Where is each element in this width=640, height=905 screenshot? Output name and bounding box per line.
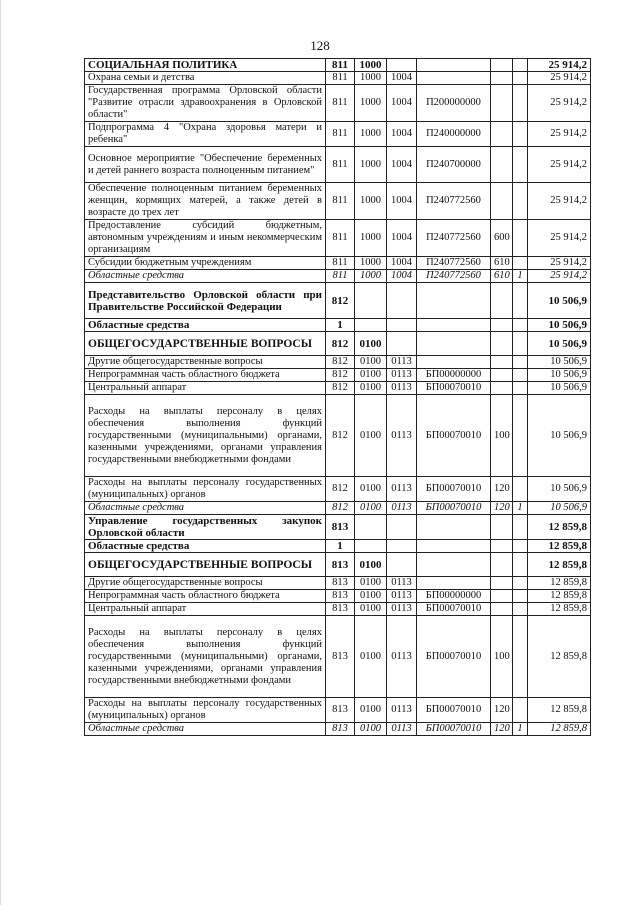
row-target-article-cell [417,356,491,369]
row-sum-cell: 25 914,2 [528,147,591,183]
row-subsection-cell [387,332,417,356]
row-ved-cell: 811 [326,257,355,270]
row-source-cell [513,183,528,220]
row-ved-cell: 812 [326,283,355,319]
row-section-cell: 1000 [355,183,387,220]
row-source-cell [513,395,528,477]
row-ved-cell: 812 [326,356,355,369]
page-margin-line [0,0,1,905]
row-sum-cell: 25 914,2 [528,59,591,72]
row-source-cell [513,283,528,319]
row-source-cell [513,603,528,616]
row-subsection-cell [387,540,417,553]
table-row [85,502,591,515]
row-target-article-cell: БП00000000 [417,369,491,382]
row-source-cell [513,515,528,540]
row-name-cell: Государственная программа Орловской области "Развитие отрасли здравоохранения в Орловской области" [85,85,326,122]
row-subsection-cell: 1004 [387,270,417,283]
row-expense-type-cell [491,183,513,220]
table-row [85,515,591,540]
row-section-cell: 0100 [355,577,387,590]
table-row [85,332,591,356]
row-sum-cell: 10 506,9 [528,502,591,515]
row-source-cell: 1 [513,270,528,283]
row-ved-cell: 813 [326,723,355,736]
row-subsection-cell [387,553,417,577]
row-ved-cell: 811 [326,183,355,220]
row-target-article-cell: БП00070010 [417,382,491,395]
row-source-cell [513,257,528,270]
row-expense-type-cell [491,59,513,72]
row-subsection-cell: 1004 [387,72,417,85]
row-sum-cell: 12 859,8 [528,553,591,577]
row-section-cell [355,515,387,540]
table-row [85,477,591,502]
row-section-cell: 0100 [355,603,387,616]
row-sum-cell: 12 859,8 [528,577,591,590]
row-ved-cell: 811 [326,122,355,147]
row-source-cell [513,382,528,395]
row-subsection-cell: 0113 [387,698,417,723]
row-subsection-cell: 1004 [387,183,417,220]
row-section-cell: 0100 [355,698,387,723]
row-sum-cell: 12 859,8 [528,540,591,553]
row-name-cell: Расходы на выплаты персоналу государственных (муниципальных) органов [85,698,326,723]
row-section-cell [355,540,387,553]
row-expense-type-cell: 100 [491,395,513,477]
row-section-cell: 0100 [355,723,387,736]
row-source-cell [513,698,528,723]
table-row [85,395,591,477]
row-target-article-cell [417,515,491,540]
table-row [85,382,591,395]
row-section-cell: 1000 [355,257,387,270]
row-subsection-cell: 1004 [387,122,417,147]
row-source-cell [513,369,528,382]
row-subsection-cell: 1004 [387,257,417,270]
row-expense-type-cell: 100 [491,616,513,698]
row-target-article-cell [417,332,491,356]
row-subsection-cell: 0113 [387,477,417,502]
row-expense-type-cell: 120 [491,502,513,515]
row-name-cell: Представительство Орловской области при Правительстве Российской Федерации [85,283,326,319]
row-section-cell: 0100 [355,332,387,356]
row-subsection-cell: 1004 [387,220,417,257]
row-source-cell: 1 [513,723,528,736]
row-name-cell: Обеспечение полноценным питанием беременных женщин, кормящих матерей, а также детей в возрасте до трех лет [85,183,326,220]
row-expense-type-cell [491,540,513,553]
row-expense-type-cell [491,283,513,319]
row-expense-type-cell [491,577,513,590]
row-target-article-cell: П240772560 [417,220,491,257]
row-source-cell [513,590,528,603]
row-source-cell [513,477,528,502]
row-sum-cell: 10 506,9 [528,319,591,332]
row-section-cell: 0100 [355,356,387,369]
row-name-cell: Расходы на выплаты персоналу государственных (муниципальных) органов [85,477,326,502]
row-section-cell: 0100 [355,395,387,477]
row-source-cell [513,85,528,122]
row-name-cell: Непрограммная часть областного бюджета [85,590,326,603]
row-ved-cell: 812 [326,369,355,382]
row-target-article-cell: БП00000000 [417,590,491,603]
row-expense-type-cell: 120 [491,477,513,502]
row-target-article-cell: БП00070010 [417,395,491,477]
table-row [85,698,591,723]
table-row [85,616,591,698]
row-ved-cell: 1 [326,540,355,553]
row-target-article-cell: П240772560 [417,270,491,283]
row-subsection-cell: 0113 [387,603,417,616]
row-target-article-cell: БП00070010 [417,723,491,736]
row-expense-type-cell [491,553,513,577]
row-name-cell: ОБЩЕГОСУДАРСТВЕННЫЕ ВОПРОСЫ [85,332,326,356]
row-ved-cell: 813 [326,515,355,540]
row-ved-cell: 811 [326,85,355,122]
row-expense-type-cell [491,590,513,603]
row-section-cell: 1000 [355,72,387,85]
row-sum-cell: 25 914,2 [528,270,591,283]
row-target-article-cell [417,283,491,319]
row-target-article-cell: БП00070010 [417,603,491,616]
row-section-cell: 0100 [355,553,387,577]
row-name-cell: Другие общегосударственные вопросы [85,356,326,369]
row-ved-cell: 811 [326,220,355,257]
row-ved-cell: 813 [326,698,355,723]
table-row [85,220,591,257]
row-expense-type-cell [491,515,513,540]
row-target-article-cell [417,319,491,332]
row-name-cell: Охрана семьи и детства [85,72,326,85]
row-target-article-cell [417,577,491,590]
row-section-cell: 1000 [355,85,387,122]
row-source-cell [513,72,528,85]
row-section-cell: 1000 [355,122,387,147]
row-section-cell [355,319,387,332]
row-ved-cell: 811 [326,147,355,183]
table-row [85,369,591,382]
row-name-cell: Основное мероприятие "Обеспечение беременных и детей раннего возраста полноценным питанием" [85,147,326,183]
row-expense-type-cell: 120 [491,723,513,736]
table-row [85,122,591,147]
row-source-cell [513,616,528,698]
row-expense-type-cell [491,356,513,369]
row-name-cell: Управление государственных закупок Орловской области [85,515,326,540]
row-name-cell: Центральный аппарат [85,603,326,616]
row-subsection-cell: 0113 [387,502,417,515]
table-row [85,577,591,590]
row-name-cell: Предоставление субсидий бюджетным, автономным учреждениям и иным некоммерческим организациям [85,220,326,257]
row-subsection-cell: 1004 [387,85,417,122]
table-row [85,72,591,85]
budget-table [84,58,591,736]
row-sum-cell: 25 914,2 [528,183,591,220]
table-row [85,590,591,603]
row-subsection-cell: 0113 [387,356,417,369]
row-ved-cell: 813 [326,603,355,616]
row-sum-cell: 25 914,2 [528,220,591,257]
row-source-cell [513,332,528,356]
row-subsection-cell: 1004 [387,147,417,183]
row-source-cell [513,319,528,332]
row-section-cell: 0100 [355,477,387,502]
row-section-cell [355,283,387,319]
row-expense-type-cell: 120 [491,698,513,723]
row-ved-cell: 812 [326,502,355,515]
row-sum-cell: 10 506,9 [528,332,591,356]
row-target-article-cell: БП00070010 [417,698,491,723]
row-expense-type-cell [491,382,513,395]
row-section-cell: 1000 [355,59,387,72]
table-row [85,553,591,577]
row-sum-cell: 25 914,2 [528,122,591,147]
row-section-cell: 1000 [355,220,387,257]
table-row [85,319,591,332]
row-section-cell: 0100 [355,502,387,515]
row-target-article-cell: П200000000 [417,85,491,122]
row-name-cell: ОБЩЕГОСУДАРСТВЕННЫЕ ВОПРОСЫ [85,553,326,577]
row-section-cell: 0100 [355,590,387,603]
row-expense-type-cell [491,369,513,382]
row-ved-cell: 813 [326,590,355,603]
row-section-cell: 1000 [355,270,387,283]
row-target-article-cell: П240772560 [417,183,491,220]
row-target-article-cell [417,553,491,577]
row-source-cell [513,356,528,369]
row-sum-cell: 10 506,9 [528,369,591,382]
row-name-cell: Субсидии бюджетным учреждениям [85,257,326,270]
table-row [85,283,591,319]
row-section-cell: 0100 [355,382,387,395]
row-sum-cell: 12 859,8 [528,603,591,616]
row-target-article-cell [417,72,491,85]
row-target-article-cell: БП00070010 [417,616,491,698]
row-sum-cell: 25 914,2 [528,72,591,85]
table-row [85,723,591,736]
row-expense-type-cell [491,85,513,122]
row-name-cell: Областные средства [85,502,326,515]
row-source-cell [513,147,528,183]
row-section-cell: 1000 [355,147,387,183]
row-subsection-cell: 0113 [387,369,417,382]
row-sum-cell: 10 506,9 [528,382,591,395]
row-expense-type-cell [491,72,513,85]
row-name-cell: Областные средства [85,319,326,332]
row-sum-cell: 25 914,2 [528,257,591,270]
row-section-cell: 0100 [355,369,387,382]
row-sum-cell: 12 859,8 [528,590,591,603]
row-section-cell: 0100 [355,616,387,698]
row-subsection-cell: 0113 [387,395,417,477]
budget-table-body [85,59,591,736]
row-expense-type-cell [491,122,513,147]
table-row [85,270,591,283]
row-expense-type-cell [491,319,513,332]
table-row [85,147,591,183]
row-name-cell: Непрограммная часть областного бюджета [85,369,326,382]
row-expense-type-cell [491,147,513,183]
table-row [85,85,591,122]
row-target-article-cell: БП00070010 [417,477,491,502]
row-target-article-cell: П240772560 [417,257,491,270]
row-target-article-cell: П240700000 [417,147,491,183]
row-ved-cell: 813 [326,577,355,590]
row-expense-type-cell [491,332,513,356]
row-sum-cell: 12 859,8 [528,723,591,736]
row-ved-cell: 812 [326,332,355,356]
row-target-article-cell [417,540,491,553]
row-sum-cell: 10 506,9 [528,395,591,477]
row-ved-cell: 812 [326,382,355,395]
row-source-cell [513,553,528,577]
row-sum-cell: 12 859,8 [528,515,591,540]
row-expense-type-cell: 600 [491,220,513,257]
row-name-cell: Расходы на выплаты персоналу в целях обеспечения выполнения функций государственными (муниципальными) органами, казенными учреждениями, органами управления государственными внебюджетными фондами [85,616,326,698]
row-source-cell: 1 [513,502,528,515]
table-row [85,183,591,220]
table-row [85,540,591,553]
row-subsection-cell: 0113 [387,723,417,736]
row-sum-cell: 12 859,8 [528,698,591,723]
table-row [85,59,591,72]
row-subsection-cell: 0113 [387,590,417,603]
row-expense-type-cell: 610 [491,270,513,283]
row-name-cell: СОЦИАЛЬНАЯ ПОЛИТИКА [85,59,326,72]
row-subsection-cell [387,59,417,72]
row-source-cell [513,540,528,553]
row-source-cell [513,220,528,257]
row-ved-cell: 813 [326,616,355,698]
row-name-cell: Областные средства [85,270,326,283]
row-ved-cell: 813 [326,553,355,577]
row-ved-cell: 811 [326,72,355,85]
row-sum-cell: 10 506,9 [528,477,591,502]
row-target-article-cell: П240000000 [417,122,491,147]
row-ved-cell: 811 [326,59,355,72]
row-source-cell [513,122,528,147]
row-ved-cell: 812 [326,395,355,477]
row-expense-type-cell: 610 [491,257,513,270]
row-expense-type-cell [491,603,513,616]
row-target-article-cell: БП00070010 [417,502,491,515]
row-sum-cell: 12 859,8 [528,616,591,698]
page-number: 128 [310,38,330,53]
row-subsection-cell: 0113 [387,577,417,590]
table-row [85,257,591,270]
row-name-cell: Центральный аппарат [85,382,326,395]
row-sum-cell: 25 914,2 [528,85,591,122]
row-subsection-cell: 0113 [387,382,417,395]
table-row [85,356,591,369]
row-subsection-cell [387,319,417,332]
row-name-cell: Расходы на выплаты персоналу в целях обеспечения выполнения функций государственными (муниципальными) органами, казенными учреждениями, органами управления государственными внебюджетными фондами [85,395,326,477]
row-name-cell: Областные средства [85,723,326,736]
table-row [85,603,591,616]
row-sum-cell: 10 506,9 [528,283,591,319]
row-name-cell: Подпрограмма 4 "Охрана здоровья матери и ребенка" [85,122,326,147]
row-name-cell: Другие общегосударственные вопросы [85,577,326,590]
row-source-cell [513,577,528,590]
row-source-cell [513,59,528,72]
row-subsection-cell: 0113 [387,616,417,698]
row-target-article-cell [417,59,491,72]
row-ved-cell: 812 [326,477,355,502]
row-ved-cell: 1 [326,319,355,332]
row-name-cell: Областные средства [85,540,326,553]
row-ved-cell: 811 [326,270,355,283]
row-subsection-cell [387,283,417,319]
row-subsection-cell [387,515,417,540]
row-sum-cell: 10 506,9 [528,356,591,369]
